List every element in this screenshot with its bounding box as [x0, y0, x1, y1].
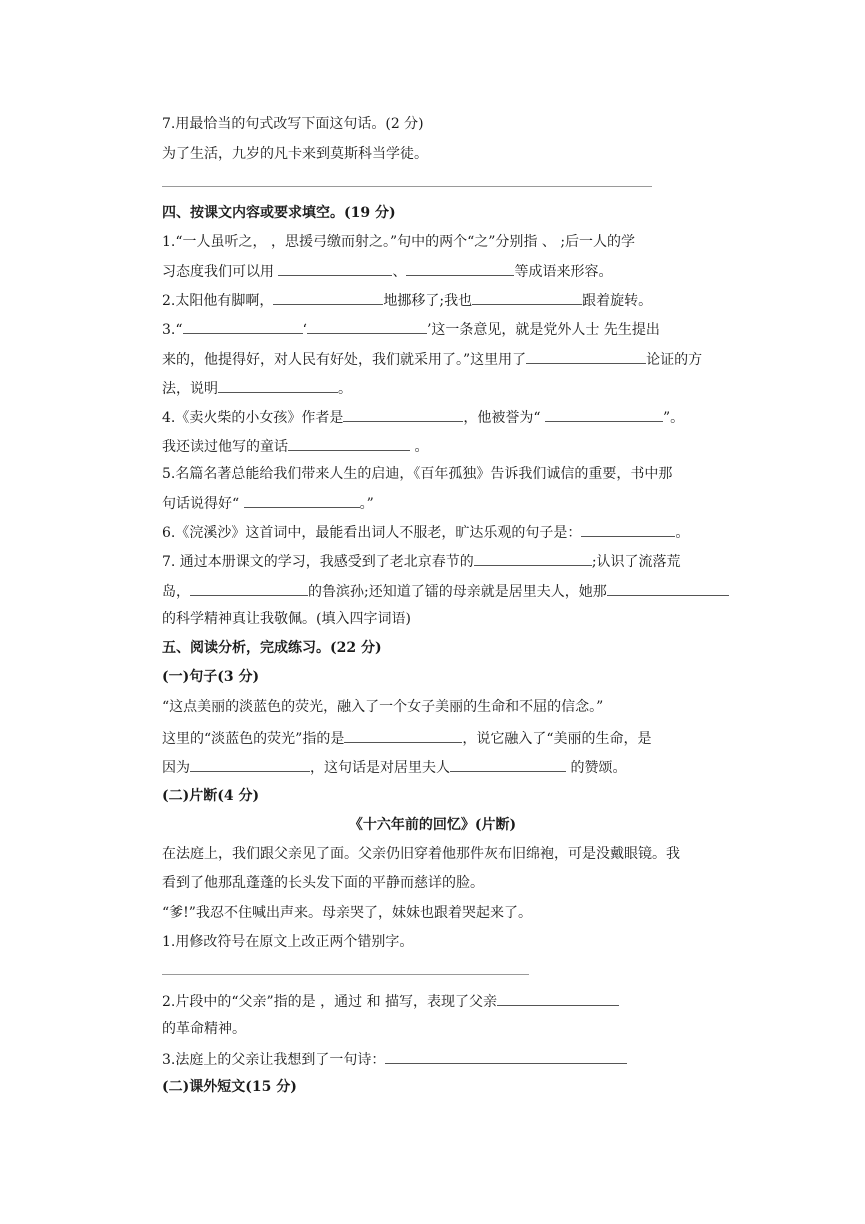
- s4-item4-blank-3[interactable]: [288, 435, 410, 451]
- s4-item7-text-b: ;认识了流落荒: [591, 554, 681, 570]
- s5-part1-q-line1: [162, 727, 652, 749]
- s4-item4-text-c: ”。: [662, 410, 685, 426]
- s4-item7-blank-2[interactable]: [190, 580, 308, 596]
- s5-part1-quote: “这点美丽的淡蓝色的荧光，融入了一个女子美丽的生命和不屈的信念。”: [162, 699, 604, 715]
- s4-item2-blank-2[interactable]: [472, 289, 582, 305]
- s5-part2-q1: 1.用修改符号在原文上改正两个错别字。: [162, 934, 414, 950]
- s4-item3-line2: [162, 348, 702, 370]
- s4-item2-text-b: 地挪移了;我也: [383, 293, 473, 309]
- s4-item3-blank-3[interactable]: [526, 348, 646, 364]
- s5-part1-text-e: 的赞颂。: [566, 760, 627, 776]
- s4-item6-blank[interactable]: [581, 521, 675, 537]
- s4-item2-text-c: 跟着旋转。: [582, 293, 653, 309]
- s4-item2-blank-1[interactable]: [273, 289, 383, 305]
- s4-item1-text-a: 习态度我们可以用: [162, 264, 279, 280]
- passage-title: 《十六年前的回忆》(片断): [348, 817, 517, 833]
- s5-part1-title: (一)句子(3 分): [162, 669, 260, 685]
- s4-item3-text-g: 。: [338, 381, 352, 397]
- passage-p1-line1: 在法庭上，我们跟父亲见了面。父亲仍旧穿着他那件灰布旧绵袍，可是没戴眼镜。我: [162, 846, 680, 862]
- s5-part1-blank-1[interactable]: [344, 727, 462, 743]
- s5-part1-text-a: 这里的“淡蓝色的荧光”指的是: [162, 731, 345, 747]
- s5-part2-q3: [162, 1048, 627, 1070]
- s5-part2-q2-line2: 的革命精神。: [162, 1021, 246, 1037]
- s4-item3-text-d: 来的，他提得好，对人民有好处，我们就采用了。”这里用了: [162, 352, 527, 368]
- q7-prompt: 7.用最恰当的句式改写下面这句话。(2 分): [162, 116, 424, 132]
- s5-part1-text-c: 因为: [162, 760, 190, 776]
- s4-item2: [162, 289, 652, 311]
- s5-part2-q2-line1: [162, 990, 619, 1012]
- s4-item4-line1: [162, 406, 684, 428]
- s4-item1-blank-2[interactable]: [406, 260, 514, 276]
- s4-item6-text-a: 6.《浣溪沙》这首词中，最能看出词人不服老，旷达乐观的句子是：: [162, 525, 582, 541]
- s4-item5-line2: [162, 492, 374, 514]
- s5-part1-blank-2[interactable]: [190, 756, 310, 772]
- s4-item6-text-b: 。: [675, 525, 690, 541]
- s4-item3-text-a: 3.“: [162, 322, 183, 338]
- section4-heading: 四、按课文内容或要求填空。(19 分): [162, 205, 396, 221]
- section5-heading: 五、阅读分析，完成练习。(22 分): [162, 640, 382, 656]
- s5-part1-text-d: ，这句话是对居里夫人: [310, 760, 450, 776]
- s4-item7-text-c: 岛，: [162, 584, 190, 600]
- s4-item3-blank-4[interactable]: [218, 377, 338, 393]
- s4-item3-blank-2[interactable]: [307, 318, 427, 334]
- s4-item6: [162, 521, 689, 543]
- s4-item5-text-a: 句话说得好“: [162, 496, 244, 512]
- s5-part2-q2-blank[interactable]: [497, 990, 619, 1006]
- s4-item4-text-a: 4.《卖火柴的小女孩》作者是: [162, 410, 344, 426]
- s4-item5-line1: 5.名篇名著总能给我们带来人生的启迪，《百年孤独》告诉我们诚信的重要，书中那: [162, 466, 673, 482]
- s4-item7-blank-3[interactable]: [607, 580, 729, 596]
- q7-sentence: 为了生活，九岁的凡卡来到莫斯科当学徒。: [162, 146, 428, 162]
- s4-item3-line3: [162, 377, 352, 399]
- s5-part2-q2-text: 2.片段中的“父亲”指的是 ，通过 和 描写，表现了父亲: [162, 994, 498, 1010]
- s5-part2-q1-answer-line[interactable]: [162, 974, 529, 975]
- s4-item7-line1: [162, 550, 681, 572]
- s4-item3-blank-1[interactable]: [183, 318, 303, 334]
- s5-part3-title: (二)课外短文(15 分): [162, 1079, 297, 1095]
- s4-item7-line2: [162, 580, 729, 602]
- s5-part1-blank-3[interactable]: [450, 756, 566, 772]
- s4-item3-text-f: 法，说明: [162, 381, 218, 397]
- s4-item5-blank[interactable]: [244, 492, 360, 508]
- s5-part1-text-b: ，说它融入了“美丽的生命，是: [462, 731, 652, 747]
- s4-item7-blank-1[interactable]: [474, 550, 592, 566]
- s4-item3-line1: [162, 318, 660, 340]
- s5-part2-q3-blank[interactable]: [385, 1048, 627, 1064]
- s4-item3-text-c: ’这一条意见，就是党外人士 先生提出: [426, 322, 660, 338]
- s4-item1-text-c: 等成语来形容。: [514, 264, 613, 280]
- s4-item1-blank-1[interactable]: [278, 260, 392, 276]
- s5-part2-title: (二)片断(4 分): [162, 788, 260, 804]
- s4-item1-line1: 1.“一人虽听之， ，思援弓缴而射之。”句中的两个“之”分别指 、 ;后一人的学: [162, 234, 636, 250]
- s4-item4-blank-2[interactable]: [545, 406, 663, 422]
- s4-item1-line2: [162, 260, 612, 282]
- s4-item2-text-a: 2.太阳他有脚啊，: [162, 293, 274, 309]
- s4-item4-blank-1[interactable]: [343, 406, 463, 422]
- s4-item4-line2: [162, 435, 428, 457]
- s4-item7-text-d: 的鲁滨孙;还知道了镭的母亲就是居里夫人，她那: [308, 584, 607, 600]
- q7-answer-line[interactable]: [162, 186, 652, 187]
- s4-item7-line3: 的科学精神真让我敬佩。(填入四字词语): [162, 611, 411, 627]
- s4-item3-text-e: 论证的方: [646, 352, 703, 368]
- s4-item5-text-b: 。”: [359, 496, 374, 512]
- s4-item7-text-a: 7. 通过本册课文的学习，我感受到了老北京春节的: [162, 554, 474, 570]
- s4-item4-text-d: 我还读过他写的童话: [162, 439, 288, 455]
- passage-p2: “爹!”我忍不住喊出声来。母亲哭了，妹妹也跟着哭起来了。: [162, 905, 532, 921]
- s4-item3-text-b: ‘: [302, 322, 307, 338]
- s4-item4-text-e: 。: [410, 439, 429, 455]
- s5-part2-q3-text: 3.法庭上的父亲让我想到了一句诗：: [162, 1052, 386, 1068]
- s4-item4-text-b: ，他被誉为“: [463, 410, 545, 426]
- passage-p1-line2: 看到了他那乱蓬蓬的长头发下面的平静而慈详的脸。: [162, 875, 484, 891]
- s5-part1-q-line2: [162, 756, 626, 778]
- s4-item1-text-b: 、: [392, 264, 407, 280]
